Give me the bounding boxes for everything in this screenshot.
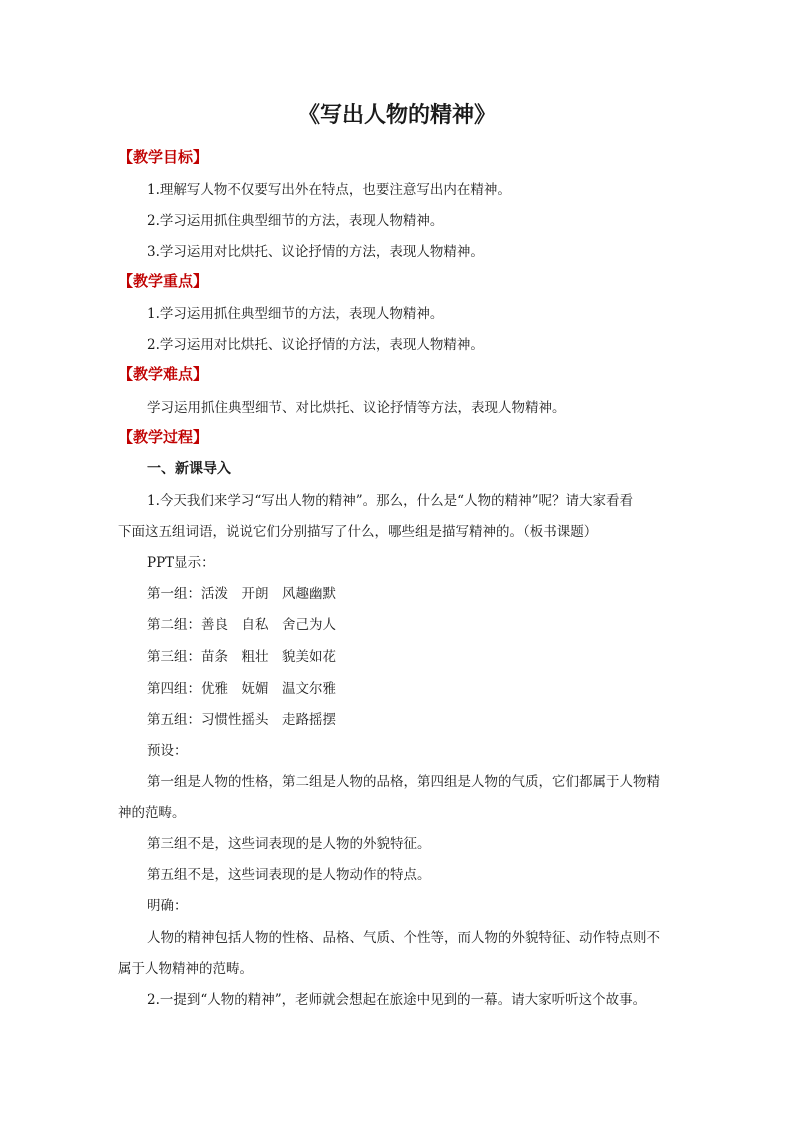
section-heading-goals: 【教学目标】: [118, 148, 209, 166]
preset-label: 预设：: [147, 743, 188, 759]
section-heading-process: 【教学过程】: [118, 428, 209, 446]
word-group-4: 第四组：优雅 妩媚 温文尔雅: [147, 681, 336, 697]
paragraph-1-line-1: 1.今天我们来学习“写出人物的精神”。那么，什么是“人物的精神”呢？请大家看看: [147, 493, 633, 509]
preset-line-3: 第三组不是，这些词表现的是人物的外貌特征。: [147, 836, 431, 852]
difficulty-item-1: 学习运用抓住典型细节、对比烘托、议论抒情等方法，表现人物精神。: [147, 400, 566, 416]
paragraph-1-line-2: 下面这五组词语，说说它们分别描写了什么，哪些组是描写精神的。（板书课题）: [118, 524, 598, 540]
word-group-3: 第三组：苗条 粗壮 貌美如花: [147, 649, 336, 665]
paragraph-2-line-1: 2.一提到“人物的精神”，老师就会想起在旅途中见到的一幕。请大家听听这个故事。: [147, 992, 647, 1008]
preset-line-2: 神的范畴。: [118, 805, 186, 821]
section-heading-difficulties: 【教学难点】: [118, 365, 209, 383]
goal-item-1: 1.理解写人物不仅要写出外在特点，也要注意写出内在精神。: [147, 182, 511, 198]
preset-line-4: 第五组不是，这些词表现的是人物动作的特点。: [147, 867, 431, 883]
key-point-item-2: 2.学习运用对比烘托、议论抒情的方法，表现人物精神。: [147, 337, 484, 353]
key-point-item-1: 1.学习运用抓住典型细节的方法，表现人物精神。: [147, 306, 444, 322]
word-group-2: 第二组：善良 自私 舍己为人: [147, 617, 336, 633]
word-group-1: 第一组：活泼 开朗 风趣幽默: [147, 586, 336, 602]
clarify-label: 明确：: [147, 898, 188, 914]
clarify-line-1: 人物的精神包括人物的性格、品格、气质、个性等，而人物的外貌特征、动作特点则不: [147, 930, 660, 946]
subheading-intro: 一、新课导入: [147, 461, 231, 477]
ppt-label: PPT显示：: [147, 555, 215, 571]
word-group-5: 第五组：习惯性摇头 走路摇摆: [147, 712, 336, 728]
section-heading-key-points: 【教学重点】: [118, 272, 209, 290]
page-title: 《写出人物的精神》: [297, 103, 496, 128]
goal-item-3: 3.学习运用对比烘托、议论抒情的方法，表现人物精神。: [147, 244, 484, 260]
preset-line-1: 第一组是人物的性格，第二组是人物的品格，第四组是人物的气质，它们都属于人物精: [147, 774, 660, 790]
clarify-line-2: 属于人物精神的范畴。: [118, 961, 253, 977]
goal-item-2: 2.学习运用抓住典型细节的方法，表现人物精神。: [147, 213, 444, 229]
